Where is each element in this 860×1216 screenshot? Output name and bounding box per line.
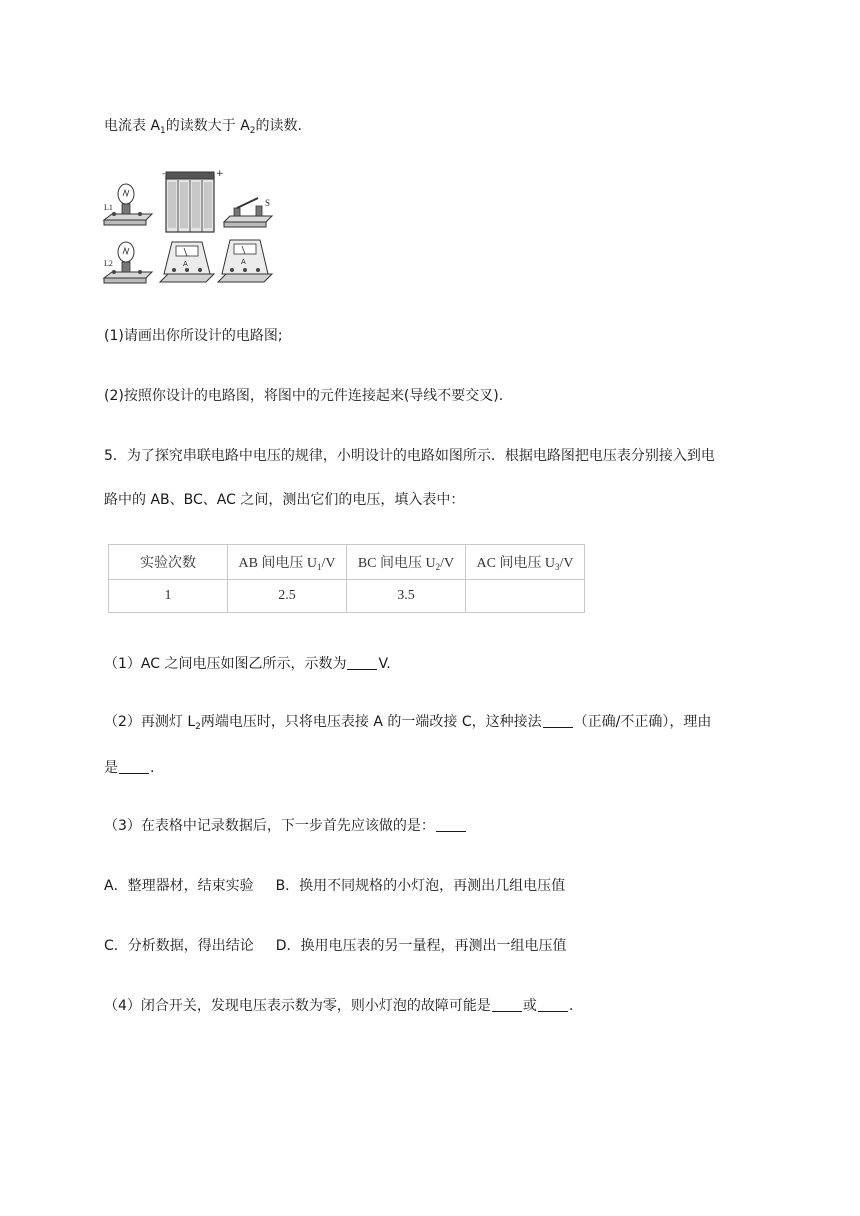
q4-line1-text-a: 电流表 A xyxy=(104,118,161,134)
table-cell: 1 xyxy=(109,580,228,613)
q5-sub1-text: （1）AC 之间电压如图乙所示，示数为 xyxy=(104,656,347,672)
q5-sub4-text-c: . xyxy=(568,998,574,1014)
q5-options-ab xyxy=(104,876,565,896)
option-a[interactable]: A．整理器材，结束实验 xyxy=(104,878,254,894)
q5-sub4-text-b: 或 xyxy=(522,998,537,1014)
option-c[interactable]: C．分析数据，得出结论 xyxy=(104,938,254,954)
answer-blank[interactable] xyxy=(119,759,149,774)
q5-options-cd xyxy=(104,936,567,956)
q5-sub4 xyxy=(104,996,573,1016)
q5-sub2-text-a: （2）再测灯 L xyxy=(104,714,196,730)
q5-sub1-unit: V. xyxy=(378,656,391,672)
q4-line1-sub2: 2 xyxy=(249,126,256,136)
q5-sub1 xyxy=(104,654,391,674)
q5-sub2-text-c: （正确/不正确），理由 xyxy=(573,714,712,730)
answer-blank[interactable] xyxy=(543,713,573,728)
q4-part2: (2)按照你设计的电路图，将图中的元件连接起来(导线不要交叉). xyxy=(104,388,504,404)
option-d[interactable]: D．换用电压表的另一量程，再测出一组电压值 xyxy=(275,938,567,954)
q5-sub4-text-a: （4）闭合开关，发现电压表示数为零，则小灯泡的故障可能是 xyxy=(104,998,491,1014)
answer-blank[interactable] xyxy=(436,817,466,832)
label-s: S xyxy=(265,198,271,208)
table-header-cell: AC 间电压 $U_3/V$ xyxy=(466,545,585,580)
q4-line1-text-b: 的读数大于 A xyxy=(165,118,250,134)
q5-sub2 xyxy=(104,712,711,732)
table-cell: 3.5 xyxy=(347,580,466,613)
label-a1: A xyxy=(183,260,188,268)
voltage-table xyxy=(108,544,585,613)
q5-sub3 xyxy=(104,816,467,836)
answer-blank[interactable] xyxy=(347,655,377,670)
label-l1: L1 xyxy=(104,203,113,212)
answer-blank[interactable] xyxy=(492,997,522,1012)
q5-sub2-text-b: 两端电压时，只将电压表接 A 的一端改接 C，这种接法 xyxy=(200,714,542,730)
label-a2: A xyxy=(241,258,246,266)
q5-sub3-text: （3）在表格中记录数据后，下一步首先应该做的是： xyxy=(104,818,435,834)
table-header-row xyxy=(109,545,585,580)
label-plus: + xyxy=(216,169,224,179)
answer-blank[interactable] xyxy=(538,997,568,1012)
label-l2: L2 xyxy=(104,259,113,268)
table-cell xyxy=(466,580,585,613)
q4-line1-text-c: 的读数. xyxy=(255,118,302,134)
q5-sub2-line2-period: . xyxy=(150,760,155,776)
table-header-cell: 实验次数 xyxy=(109,545,228,580)
q5-sub2-line2-text: 是 xyxy=(104,760,118,776)
table-header-cell: BC 间电压 $U_2/V$ xyxy=(347,545,466,580)
q5-sub2-sub: 2 xyxy=(195,722,201,732)
table-cell: 2.5 xyxy=(228,580,347,613)
q5-sub2-line2 xyxy=(104,758,154,778)
circuit-components-figure xyxy=(102,168,274,288)
option-b[interactable]: B．换用不同规格的小灯泡，再测出几组电压值 xyxy=(275,878,566,894)
q5-stem-line1: 5．为了探究串联电路中电压的规律，小明设计的电路如图所示．根据电路图把电压表分别接入到电 xyxy=(104,448,715,464)
battery-pack-icon xyxy=(166,172,214,232)
q4-part1: (1)请画出你所设计的电路图; xyxy=(104,328,283,344)
label-minus: - xyxy=(162,169,166,179)
table-row xyxy=(109,580,585,613)
q5-stem-line2: 路中的 AB、BC、AC 之间，测出它们的电压，填入表中： xyxy=(104,492,465,508)
q4-line1 xyxy=(104,116,302,136)
table-header-cell: AB 间电压 $U_1/V$ xyxy=(228,545,347,580)
q4-line1-sub1: 1 xyxy=(160,126,166,136)
